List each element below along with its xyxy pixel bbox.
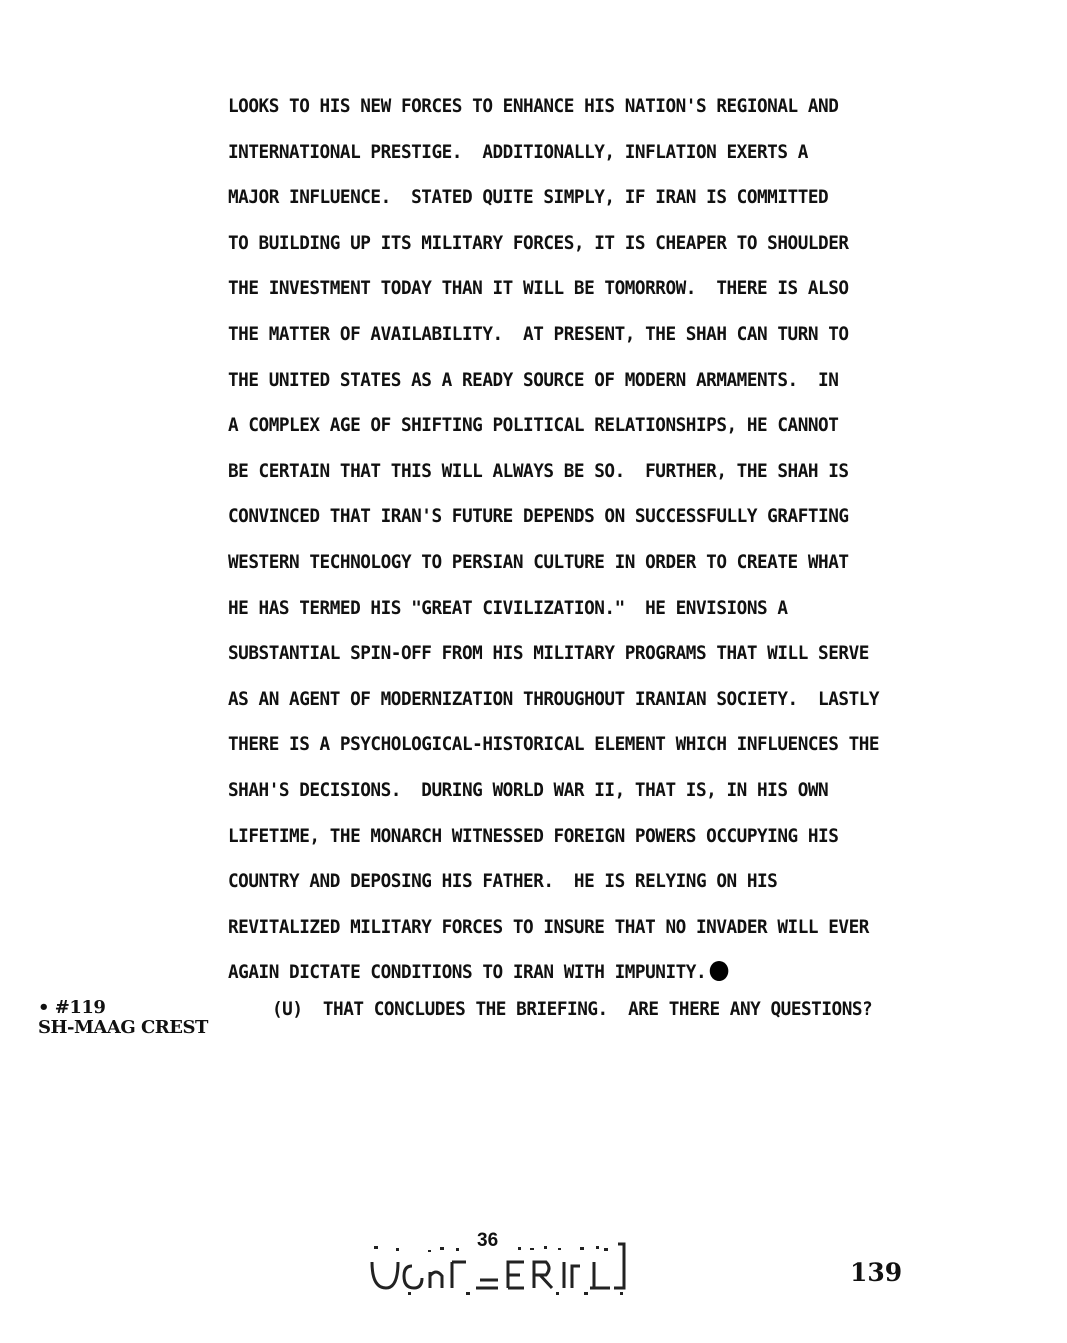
text-line: CONVINCED THAT IRAN'S FUTURE DEPENDS ON SUCCESSFULLY GRAFTING xyxy=(228,505,849,528)
stamp-number: 36 xyxy=(477,1230,499,1251)
text-line: BE CERTAIN THAT THIS WILL ALWAYS BE SO. FURTHER, THE SHAH IS xyxy=(228,459,849,482)
text-line: A COMPLEX AGE OF SHIFTING POLITICAL RELATIONSHIPS, HE CANNOT xyxy=(228,414,839,437)
text-line: SHAH'S DECISIONS. DURING WORLD WAR II, THAT IS, IN HIS OWN xyxy=(228,778,829,801)
text-line: LOOKS TO HIS NEW FORCES TO ENHANCE HIS NATION'S REGIONAL AND xyxy=(228,95,839,117)
margin-annotation-line1: • #119 xyxy=(38,997,106,1018)
text-line: COUNTRY AND DEPOSING HIS FATHER. HE IS RELYING ON HIS xyxy=(228,870,778,893)
text-line: LIFETIME, THE MONARCH WITNESSED FOREIGN POWERS OCCUPYING HIS xyxy=(228,824,839,847)
closing-line: (U) THAT CONCLUDES THE BRIEFING. ARE THERE ANY QUESTIONS? xyxy=(272,998,873,1020)
text-line-last-content: AGAIN DICTATE CONDITIONS TO IRAN WITH IMPUNITY. xyxy=(228,961,707,984)
text-line: THE UNITED STATES AS A READY SOURCE OF MODERN ARMAMENTS. IN xyxy=(228,368,839,391)
text-line: WESTERN TECHNOLOGY TO PERSIAN CULTURE IN ORDER TO CREATE WHAT xyxy=(228,550,849,573)
text-line: THE MATTER OF AVAILABILITY. AT PRESENT, THE SHAH CAN TURN TO xyxy=(228,322,849,345)
text-line: THE INVESTMENT TODAY THAN IT WILL BE TOMORROW. THERE IS ALSO xyxy=(228,277,849,300)
text-line-last xyxy=(228,954,935,1000)
text-line: TO BUILDING UP ITS MILITARY FORCES, IT IS CHEAPER TO SHOULDER xyxy=(228,231,849,254)
text-line: AS AN AGENT OF MODERNIZATION THROUGHOUT IRANIAN SOCIETY. LASTLY xyxy=(228,687,880,710)
text-line: REVITALIZED MILITARY FORCES TO INSURE THAT NO INVADER WILL EVER xyxy=(228,915,869,938)
text-line: HE HAS TERMED HIS "GREAT CIVILIZATION." HE ENVISIONS A xyxy=(228,596,788,619)
page-number: 139 xyxy=(850,1258,903,1287)
margin-annotation-line2: SH-MAAG CREST xyxy=(38,1017,208,1038)
text-line: THERE IS A PSYCHOLOGICAL-HISTORICAL ELEMENT WHICH INFLUENCES THE xyxy=(228,733,880,756)
text-line: INTERNATIONAL PRESTIGE. ADDITIONALLY, INFLATION EXERTS A xyxy=(228,140,808,163)
text-line: MAJOR INFLUENCE. STATED QUITE SIMPLY, IF IRAN IS COMMITTED xyxy=(228,186,829,209)
paragraph-end-dot-icon xyxy=(710,961,729,981)
text-line: SUBSTANTIAL SPIN-OFF FROM HIS MILITARY PROGRAMS THAT WILL SERVE xyxy=(228,642,869,665)
margin-annotation xyxy=(38,998,208,1038)
briefing-paragraph xyxy=(228,88,935,1000)
